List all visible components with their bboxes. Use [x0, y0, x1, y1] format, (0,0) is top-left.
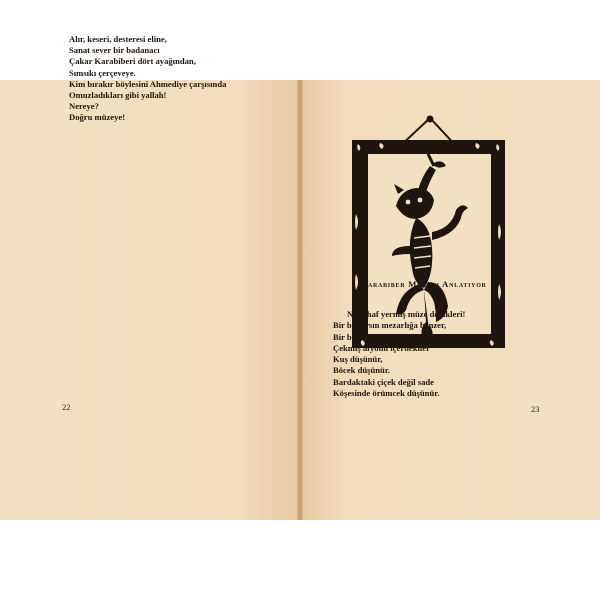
left-page	[0, 80, 298, 520]
book-gutter	[297, 80, 303, 520]
poem-line: Kuş düşünür,	[333, 354, 383, 365]
poem-line: Böcek düşünür.	[333, 365, 391, 376]
poem-line: Doğru müzeye!	[69, 112, 126, 123]
poem-line: Omuzladıkları gibi yallah!	[69, 90, 167, 101]
poem-line: Kim bırakır böylesini Ahmediye çarşısında	[69, 78, 227, 89]
nail-icon	[427, 116, 434, 123]
right-poem	[333, 309, 465, 399]
left-poem	[69, 34, 226, 124]
poem-line: Bir bakarsın mezarlığa benzer,	[333, 320, 447, 331]
poem-line: Çakar Karabiberi dört ayağından,	[69, 56, 196, 67]
book-spread	[0, 80, 600, 520]
page-number-left: 22	[62, 402, 71, 412]
poem-line: Bardaktaki çiçek değil sade	[333, 376, 434, 387]
poem-line: Sımsıkı çerçeveye.	[69, 67, 136, 78]
page-number-right: 23	[531, 404, 540, 414]
poem-line: Köşesinde örümcek düşünür.	[333, 388, 440, 399]
poem-line: Alır, keseri, desteresi eline,	[69, 34, 167, 44]
poem-line: Nereye?	[69, 101, 99, 112]
poem-line: Çekmiş afyonu içerdekiler	[333, 342, 430, 353]
poem-line: Bir bakarsın Tophane hamamına	[333, 331, 455, 342]
poem-line: Sanat sever bir badanacı	[69, 45, 160, 56]
poem-line: Ne tuhaf yermiş müze dedikleri!	[347, 309, 466, 319]
poem-heading: Karabiber Müzeyi Anlatıyor	[360, 279, 487, 289]
